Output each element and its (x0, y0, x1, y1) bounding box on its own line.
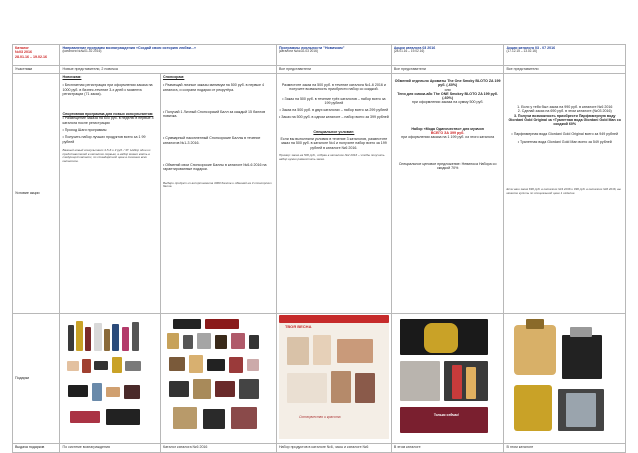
loyal-1: Разместите заказ на 500 руб. в течение каталога №1-6 2016 и получите возможность приобрести набор со скидкой. (281, 83, 386, 92)
pickup-label: Выдача подарков (13, 444, 60, 453)
action-a2: Набор «Мода Одиночество» для мужчин (411, 126, 484, 131)
sponsors-cell (160, 74, 276, 314)
reward-title: Направление программ вознаграждения «Создай свою историю любви...» (62, 46, 197, 50)
sponsors-title: Спонсорам: (162, 75, 185, 79)
actions2-title: Акции каталога 03 - 07 2016 (506, 46, 556, 50)
pickup-c5: В этом каталоге (391, 444, 504, 453)
loyal-b1: • Заказ на 500 руб. в течение трёх каталогов – набор всего за 199 рублей (282, 96, 386, 105)
loyal-special: Специальное условие: (313, 129, 355, 134)
actions-title: Акции каталога 03 2016 (393, 46, 436, 50)
action-b3: 3. Получи возможность приобрести Парфюмерную воду Giordani Gold Original за «Туалетная вода Giordani Gold Man со скидкой 60% (508, 113, 621, 127)
loyal-b3: • Заказ на 500 руб. в одном каталоге – набор всего за 399 рублей (278, 115, 389, 120)
actions2-cell (504, 74, 626, 314)
header-loyal-cell (276, 45, 391, 66)
pickup-c4: Набор продуктов в каталоге №6, часы и каталоге №6 (276, 444, 391, 453)
loyal-sub: (каталоги №№02-03 2016) (278, 49, 318, 54)
participants-c5: Все представители (504, 66, 626, 74)
participants-row (13, 66, 626, 74)
novichki-b2-title: Спортивная программа для новых консультантов: (62, 112, 154, 117)
action-a1: Обменяй отдельно Ароматы The One Smoky BLOTO ZA 199 руб. (-60%) (394, 79, 501, 88)
pickup-c2: По системе вознаграждения (60, 444, 161, 453)
conditions-label: Условие акции (13, 74, 60, 314)
loyal-b2: • Заказ на 500 руб. в двух каталогах – набор всего за 299 рублей (279, 108, 389, 113)
actions2-sub: (17.12.15 – 13.02.16) (506, 49, 537, 54)
action-b1: 1. Если у тебя был заказ на 990 руб. в каталоге №6 2016 (517, 105, 613, 109)
gift-photo-2 (160, 314, 276, 444)
novichki-note: Важный новый консультант 4-5-6 и 3 руб. / 3Т. Набор один из представителей в каталоге первым, а набор можно взять в следующий каталог, по стандартной цене в течение всех каталогов. (62, 147, 151, 164)
novichki-b2-1: • Размещение заказа на 600 руб. в неделю в первые 4 каталога после регистрации (62, 116, 154, 125)
action-a2-c: при оформлении заказа на 1 199 руб. из этого каталога (401, 135, 495, 140)
loyal-title: Программы лояльности "Новичкам" (278, 46, 345, 50)
participants-c4: Все представители (391, 66, 504, 74)
loyal-special-text: Если вы выполнили условия в течение 3 каталогов, разместите заказ на 500 руб. в каталоге №4 и получите набор всего за 199 рублей в каталоге №6 2016. (280, 137, 388, 150)
novichki-title: Новичкам: (62, 75, 82, 79)
action-b5: • Туалетная вода Giordani Gold Man всего за 549 рублей (517, 139, 612, 144)
reward-sub: (каталоги №№01-02 2016) (62, 49, 102, 54)
actions-sub: (28.01.16 – 19.02.16) (393, 49, 425, 54)
loyal-note: Пример: заказ на 500 руб., собран в каталоге №2 2016 – чтобы получить набор нужно разместить заказ. (278, 152, 385, 161)
gifts-label: Подарки (13, 314, 60, 444)
gift-photo-3 (276, 314, 391, 444)
participants-c3: Все представители (276, 66, 391, 74)
pickup-row (13, 444, 626, 453)
header-catalog-cell (13, 45, 60, 66)
pickup-c6: В этом каталоге (504, 444, 626, 453)
action-b2: 2. Сделай заказ на 690 руб. в этом каталоге (№03 2016) (517, 109, 612, 114)
action-a1-or: или (444, 87, 451, 92)
action-b-note: Если ваш заказ 690 руб. в каталоге №3 2016 и 990 руб. в каталоге №6 2016, вы можете купить по специальной цене 1 изделие. (506, 187, 621, 195)
novichki-cell (60, 74, 161, 314)
loyal-cell (276, 74, 391, 314)
actions-cell (391, 74, 504, 314)
novichki-b2-3: • Получить набор лучших продуктов всего за 1 99 рублей (62, 135, 146, 144)
gifts-row (13, 314, 626, 444)
action-a2-b: ВСЕГО ЗА 399 руб. (430, 131, 465, 136)
gift-caption: Сотворчество и красота (298, 415, 341, 419)
catalog-code: №03 2016 (15, 50, 32, 55)
action-a1-b: Тени для смоки-айс The ONE Smokey BLOTO ZA 199 руб. (-60%) (397, 91, 499, 101)
action-b4: • Парфюмерная вода Giordani Gold Original всего за 949 рублей (511, 132, 619, 137)
gift-photo-5 (504, 314, 626, 444)
sponsors-1: • Размещай личные заказы минимум на 500 руб. в первые 4 каталога, и сохрани подарки от рекрутёра. (162, 83, 264, 92)
participants-label: Участники (13, 66, 60, 74)
sponsors-3: • Суммарный накопленный Спонсорские Баллы в течение каталогов №1-3 2016. (162, 136, 261, 145)
novichki-b2-2: • Проход Шаги программы (62, 128, 107, 133)
header-actions-cell (391, 45, 504, 66)
novichki-b1: • Бесплатная регистрация при оформлении заказа на 1000 руб. в бизнес-течение 3-х дней с момента регистрации (71 заказ). (62, 83, 153, 96)
sponsors-4: • Обменяй свои Спонсорские Баллы в каталоге №6-6 2016 на гарантированные подарки. (162, 163, 267, 172)
action-a3: Специальное ценовое предложение: Невиноса Набора со скидкой 70% (398, 161, 497, 170)
gift-photo-4 (391, 314, 504, 444)
header-reward-cell (60, 45, 276, 66)
pickup-c3: Каталог каталога №6 2016 (160, 444, 276, 453)
header-actions2-cell (504, 45, 626, 66)
catalog-dates: 28.01.16 – 19.02.16 (15, 54, 47, 59)
gift-sticker: Только сейчас! (433, 413, 460, 417)
gift-photo-1 (60, 314, 161, 444)
header-row (13, 45, 626, 66)
gift-banner: ТВОЯ ВЕСНА (284, 324, 312, 329)
catalog-label: Каталог (15, 46, 29, 50)
promo-table (12, 44, 626, 453)
action-a1-c: при оформлении заказа на сумму 500 руб. (411, 100, 484, 105)
sponsors-note: Выбери продукт из ассортимента 3000 баллов и обменяй на 3 спонсорских балла. (162, 180, 272, 189)
sponsors-2: • Получай 1 Личный Спонсорский Балл за каждый 15 баллов новичка. (162, 109, 266, 119)
conditions-row (13, 74, 626, 314)
participants-c2: Новые представители, 2 новичка (60, 66, 276, 74)
